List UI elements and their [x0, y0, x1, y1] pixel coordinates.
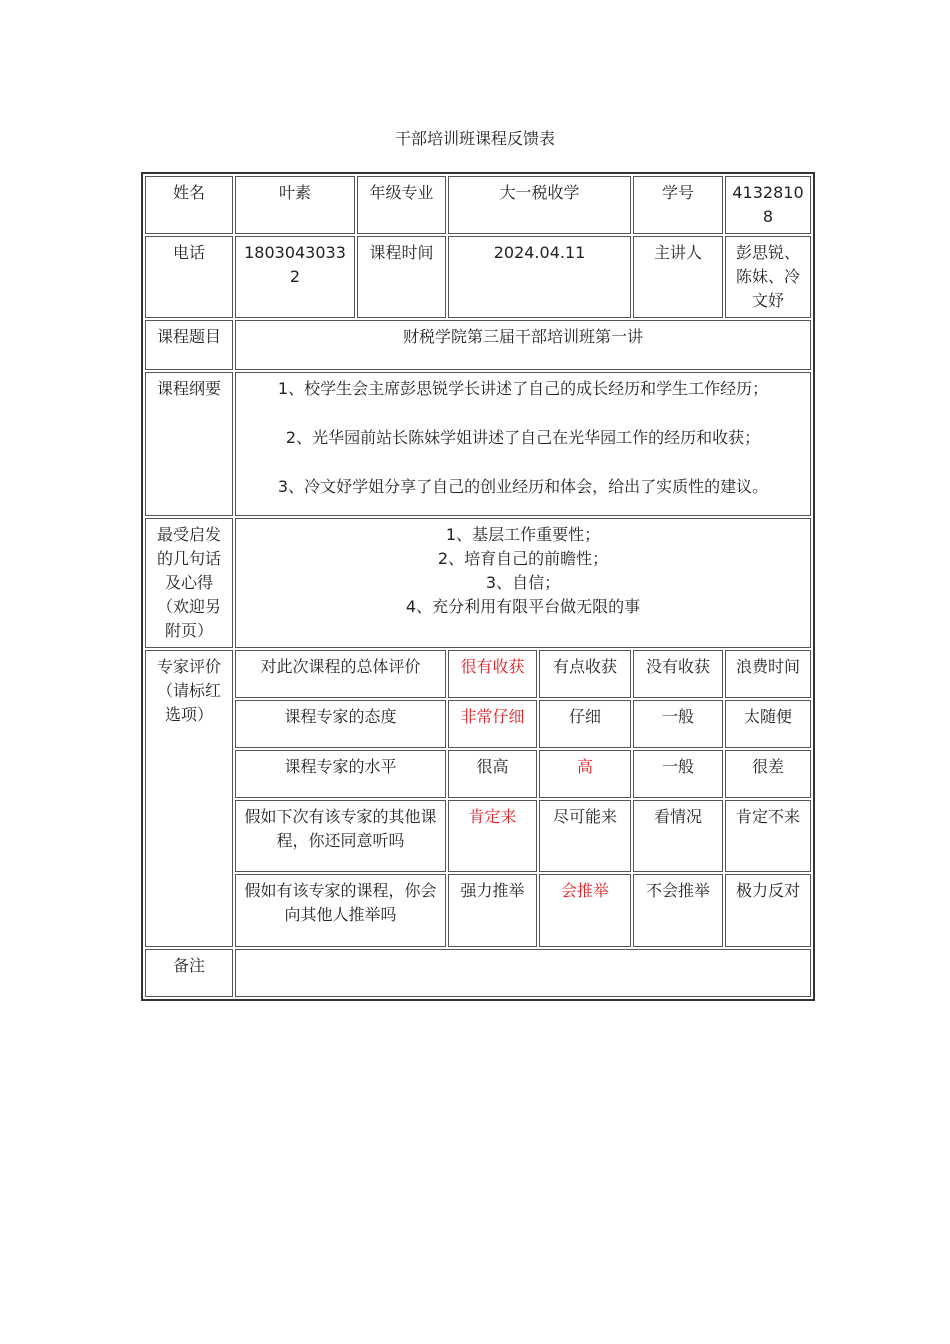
insights-content [235, 518, 811, 648]
row-remarks [145, 949, 811, 997]
eval-option: 浪费时间 [725, 650, 811, 698]
form-title: 干部培训班课程反馈表 [394, 129, 555, 148]
eval-question: 课程专家的水平 [235, 750, 446, 798]
course-topic-label: 课程题目 [145, 320, 233, 370]
eval-option: 强力推举 [448, 874, 537, 947]
major-value: 大一税收学 [448, 176, 631, 234]
row-course-topic [145, 320, 811, 370]
eval-row [145, 650, 811, 698]
insight-item: 2、培育自己的前瞻性； [437, 549, 609, 568]
remarks-label: 备注 [145, 949, 233, 997]
outline-item: 3、冷文妤学姐分享了自己的创业经历和体会，给出了实质性的建议。 [277, 477, 769, 496]
eval-option: 看情况 [633, 800, 723, 872]
eval-row [145, 750, 811, 798]
eval-option: 极力反对 [725, 874, 811, 947]
phone-value: 18030430332 [235, 236, 355, 318]
eval-row [145, 800, 811, 872]
lecturer-label: 主讲人 [633, 236, 723, 318]
eval-option: 很高 [448, 750, 537, 798]
eval-option: 没有收获 [633, 650, 723, 698]
eval-row [145, 700, 811, 748]
course-time-value: 2024.04.11 [448, 236, 631, 318]
eval-option: 有点收获 [539, 650, 631, 698]
outline-item: 1、校学生会主席彭思锐学长讲述了自己的成长经历和学生工作经历； [277, 379, 769, 398]
expert-evaluation-label: 专家评价（请标红选项） [145, 650, 233, 947]
row-contact-info [145, 236, 811, 318]
eval-option: 高 [539, 750, 631, 798]
eval-option: 肯定来 [448, 800, 537, 872]
row-insights [145, 518, 811, 648]
insight-item: 3、自信； [485, 573, 561, 592]
eval-question: 对此次课程的总体评价 [235, 650, 446, 698]
eval-option: 非常仔细 [448, 700, 537, 748]
eval-option: 肯定不来 [725, 800, 811, 872]
eval-option: 很有收获 [448, 650, 537, 698]
row-course-outline [145, 372, 811, 516]
insight-item: 4、充分利用有限平台做无限的事 [405, 597, 641, 616]
eval-option: 会推举 [539, 874, 631, 947]
insight-item: 1、基层工作重要性； [445, 525, 601, 544]
course-topic-value: 财税学院第三届干部培训班第一讲 [235, 320, 811, 370]
eval-option: 仔细 [539, 700, 631, 748]
course-time-label: 课程时间 [357, 236, 446, 318]
eval-option: 太随便 [725, 700, 811, 748]
eval-option: 尽可能来 [539, 800, 631, 872]
eval-option: 一般 [633, 750, 723, 798]
feedback-form-table [141, 172, 815, 1001]
eval-question: 假如下次有该专家的其他课程，你还同意听吗 [235, 800, 446, 872]
student-id-label: 学号 [633, 176, 723, 234]
student-id-value: 41328108 [725, 176, 811, 234]
insights-label: 最受启发的几句话及心得（欢迎另附页） [145, 518, 233, 648]
phone-label: 电话 [145, 236, 233, 318]
outline-item: 2、光华园前站长陈妹学姐讲述了自己在光华园工作的经历和收获； [285, 428, 761, 447]
course-outline-content [235, 372, 811, 516]
name-label: 姓名 [145, 176, 233, 234]
remarks-value [235, 949, 811, 997]
major-label: 年级专业 [357, 176, 446, 234]
eval-option: 一般 [633, 700, 723, 748]
eval-row [145, 874, 811, 947]
eval-option: 不会推举 [633, 874, 723, 947]
row-basic-info [145, 176, 811, 234]
course-outline-label: 课程纲要 [145, 372, 233, 516]
name-value: 叶素 [235, 176, 355, 234]
lecturer-value: 彭思锐、陈妹、冷文妤 [725, 236, 811, 318]
eval-question: 假如有该专家的课程，你会向其他人推举吗 [235, 874, 446, 947]
eval-option: 很差 [725, 750, 811, 798]
eval-question: 课程专家的态度 [235, 700, 446, 748]
